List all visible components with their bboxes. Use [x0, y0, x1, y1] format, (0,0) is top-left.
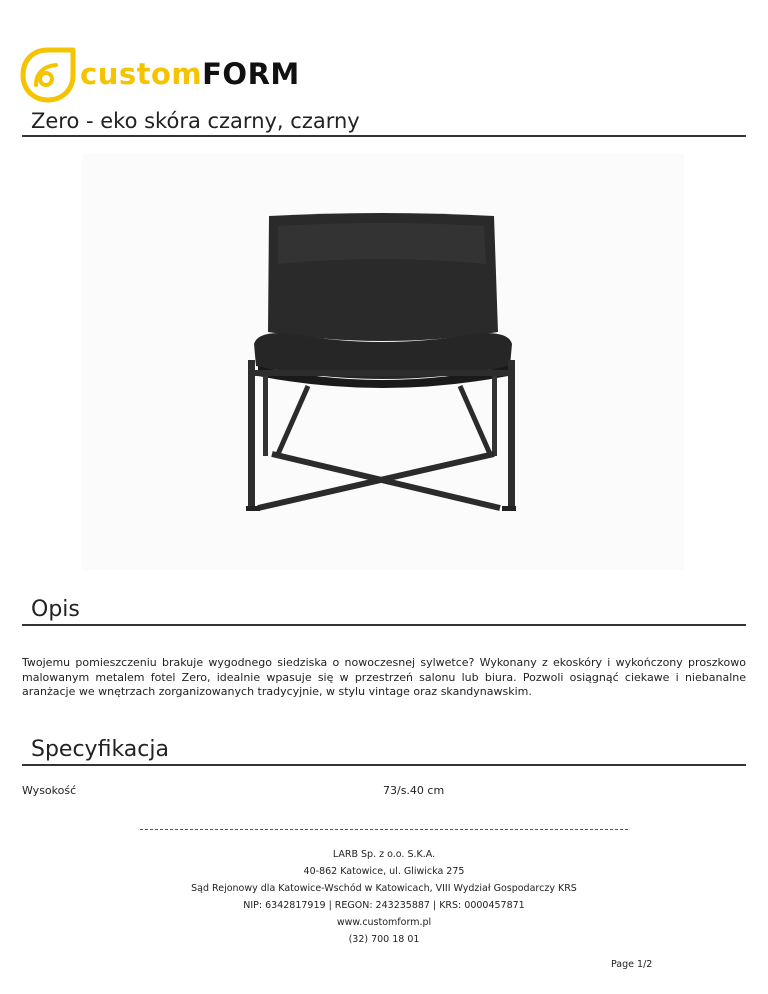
product-title-text: Zero - eko skóra czarny, czarny [31, 109, 360, 133]
footer-phone: (32) 700 18 01 [348, 934, 420, 945]
brand-wordmark-form: FORM [202, 57, 300, 91]
footer-separator [140, 829, 628, 830]
footer-registry: NIP: 6342817919 | REGON: 243235887 | KRS: 0000457871 [243, 900, 525, 911]
chair-illustration [82, 154, 684, 570]
description-text: Twojemu pomieszczeniu brakuje wygodnego siedziska o nowoczesnej sylwetce? Wykonany z ekoskóry i wykończony proszkowo malowanym metalem fotel Zero, idealnie wpasuje się w przestrzeń salonu lub biura. Pozwoli osiągnąć ciekawe i niebanalne aranżacje we wnętrzach zorganizowanych tradycyjnie, w stylu vintage oraz skandynawskim. [22, 656, 746, 698]
product-image [82, 154, 684, 570]
page-number: Page 1/2 [611, 959, 653, 970]
specification-heading [22, 735, 746, 766]
description-heading [22, 595, 746, 626]
product-title [22, 107, 746, 137]
spec-value-height: 73/s.40 cm [383, 784, 445, 797]
footer-company: LARB Sp. z o.o. S.K.A. [332, 849, 436, 860]
specification-heading-text: Specyfikacja [31, 737, 169, 762]
brand-wordmark-custom: custom [80, 57, 203, 91]
brand-wordmark [80, 54, 300, 94]
footer-website[interactable]: www.customform.pl [336, 917, 432, 928]
description-heading-text: Opis [31, 597, 80, 622]
footer-address: 40-862 Katowice, ul. Gliwicka 275 [303, 866, 465, 877]
brand-logo [20, 47, 310, 103]
spec-label-height: Wysokość [22, 784, 77, 797]
leaf-swirl-logo-icon [20, 47, 76, 103]
footer-court: Sąd Rejonowy dla Katowice-Wschód w Katowicach, VIII Wydział Gospodarczy KRS [191, 883, 577, 894]
